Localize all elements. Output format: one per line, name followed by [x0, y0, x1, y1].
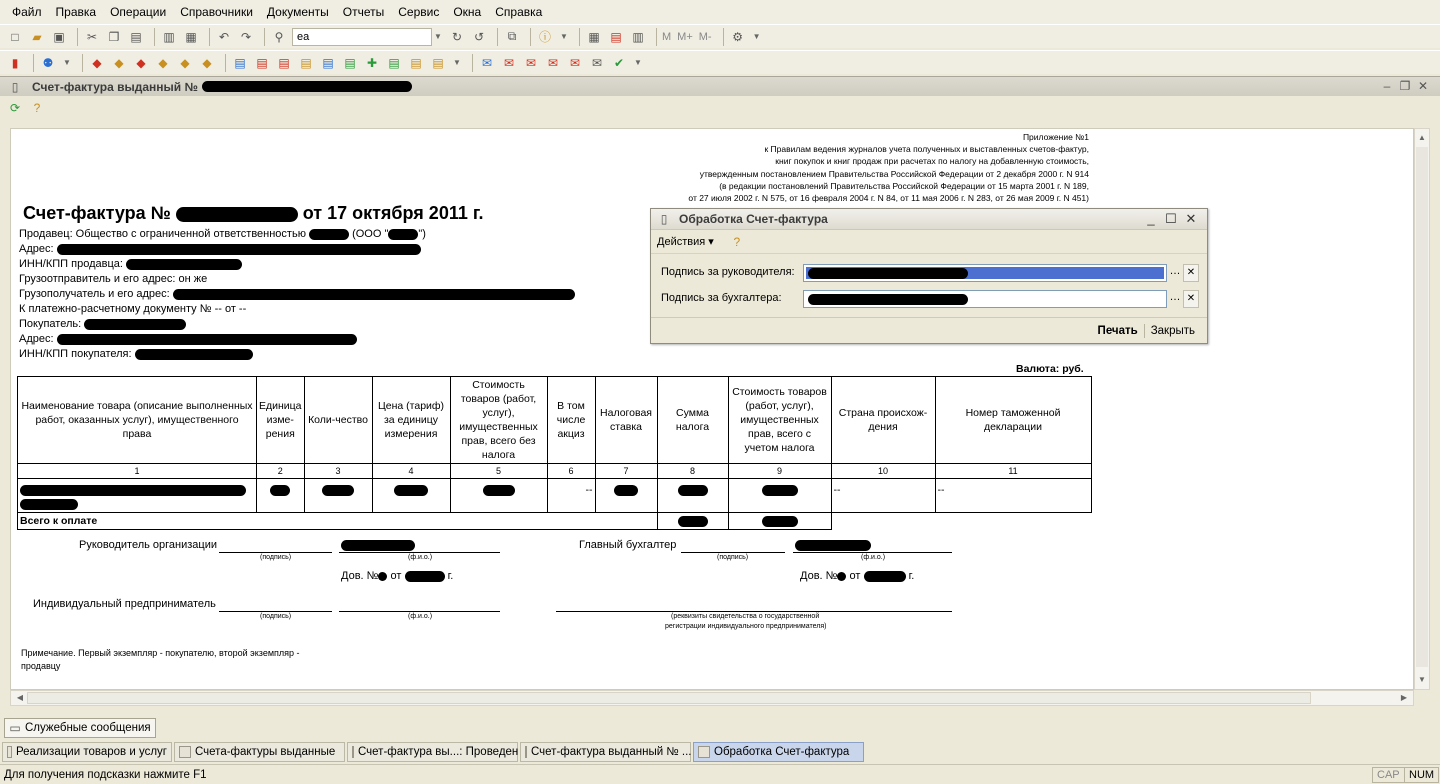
- minimize-icon[interactable]: _: [1147, 211, 1155, 226]
- sales-book-icon[interactable]: ✉: [569, 55, 581, 70]
- redacted-value: [270, 485, 290, 496]
- cell-excise: --: [547, 479, 595, 513]
- maximize-icon[interactable]: ☐: [1165, 211, 1177, 226]
- open-folder-icon[interactable]: ▰: [32, 29, 42, 44]
- info-dropdown-icon[interactable]: ▼: [560, 32, 568, 41]
- buyer-inn-line: [19, 347, 253, 362]
- menu-help[interactable]: Справка: [495, 5, 543, 19]
- seller-inn-line: [19, 257, 242, 272]
- menu-reports[interactable]: Отчеты: [342, 5, 385, 19]
- address-label: Адрес:: [19, 243, 54, 255]
- poa-label: Дов. №: [341, 570, 379, 582]
- task-label: Обработка Счет-фактура: [714, 746, 850, 758]
- appendix-line: (в редакции постановлений Правительства Российской Федерации от 15 марта 2001 г. N 189,: [719, 180, 1089, 191]
- doc-add-icon[interactable]: ▤: [388, 55, 400, 70]
- year-label: г.: [447, 570, 454, 582]
- buyer-line: [19, 317, 186, 332]
- books-icon[interactable]: ▮: [11, 55, 19, 70]
- clear-icon[interactable]: ✕: [1183, 264, 1199, 282]
- consignee-line: [19, 287, 575, 302]
- cell-quantity: [304, 479, 372, 513]
- dialog-title: Обработка Счет-фактура: [679, 212, 828, 226]
- entrepreneur-label: Индивидуальный предприниматель: [33, 598, 216, 610]
- new-document-icon[interactable]: □: [11, 29, 19, 44]
- invoice-in-icon[interactable]: ✉: [481, 55, 493, 70]
- toolbar-separator: [472, 54, 473, 72]
- find-next-icon[interactable]: ↻: [451, 29, 463, 44]
- calendar-icon[interactable]: ▤: [610, 29, 622, 44]
- scroll-up-icon[interactable]: ▲: [1418, 133, 1426, 142]
- document-icon: [525, 746, 527, 758]
- windows-icon[interactable]: ⧉: [507, 29, 517, 43]
- info-icon[interactable]: ⓘ: [538, 30, 551, 44]
- document-toolbar: [0, 96, 1440, 120]
- toolbar-separator: [264, 28, 265, 46]
- cell-tax-rate: [595, 479, 657, 513]
- appendix-note: [688, 131, 1089, 204]
- processing-dialog: [650, 208, 1208, 344]
- minimize-icon[interactable]: –: [1383, 79, 1391, 93]
- redacted-value: [795, 540, 871, 551]
- buyer-address-line: [19, 332, 357, 347]
- window-taskbar: [0, 740, 1440, 764]
- signature-line: [793, 552, 952, 553]
- col-number: 6: [547, 464, 595, 479]
- preview-icon[interactable]: ▦: [185, 29, 197, 44]
- seller-line: [19, 227, 426, 242]
- select-button[interactable]: …: [1169, 291, 1181, 303]
- invoice-journal-icon[interactable]: ✉: [525, 55, 537, 70]
- task-sales[interactable]: [2, 742, 172, 762]
- col-header: Коли-чество: [304, 377, 372, 464]
- restore-icon[interactable]: ❐: [1399, 79, 1411, 93]
- help-icon[interactable]: ?: [33, 101, 41, 115]
- document-icon: [179, 746, 191, 758]
- status-bar: [0, 764, 1440, 784]
- from-label: от: [849, 570, 861, 582]
- appendix-line: утвержденным постановлением Правительства Российской Федерации от 2 декабря 2000 г. N 914: [699, 168, 1089, 179]
- calculator-icon[interactable]: ▦: [588, 29, 600, 44]
- redacted-value: [762, 516, 798, 527]
- redacted-value: [678, 485, 708, 496]
- doc-return-icon[interactable]: ▤: [278, 55, 290, 70]
- total-amount: [728, 513, 831, 530]
- col-number: 4: [372, 464, 450, 479]
- blank-cell: [935, 513, 1091, 530]
- accountant-signature-label: Подпись за бухгалтера:: [661, 292, 782, 304]
- col-number: 11: [935, 464, 1091, 479]
- redacted-value: [808, 294, 968, 305]
- document-window-titlebar: [0, 76, 1440, 96]
- reports-dropdown-icon[interactable]: ▼: [453, 58, 461, 67]
- service-messages-label: Служебные сообщения: [25, 722, 151, 734]
- dialog-buttons: [651, 317, 1207, 343]
- chief-accountant-label: Главный бухгалтер: [579, 539, 677, 551]
- menu-file[interactable]: Файл: [12, 5, 42, 19]
- toolbar-separator: [82, 54, 83, 72]
- task-label: Реализации товаров и услуг: [15, 746, 167, 758]
- search-dropdown-icon[interactable]: ▼: [434, 32, 442, 41]
- buyer-inn-label: ИНН/КПП покупателя:: [19, 348, 132, 360]
- col-number: 8: [657, 464, 728, 479]
- redacted-dot: [378, 572, 387, 581]
- scroll-thumb[interactable]: [27, 692, 1311, 704]
- col-header: В том числе акциз: [547, 377, 595, 464]
- menu-references[interactable]: Справочники: [180, 5, 253, 19]
- menu-bar: [0, 0, 1440, 24]
- seller-short-suffix: "): [418, 228, 426, 240]
- fio-caption: (ф.и.о.): [408, 554, 433, 561]
- cut-icon[interactable]: ✂: [86, 29, 98, 44]
- vat-dropdown-icon[interactable]: ▼: [634, 58, 642, 67]
- vat-check-icon[interactable]: ✔: [613, 55, 625, 70]
- task-invoice[interactable]: [520, 742, 691, 762]
- sign-caption: (подпись): [260, 613, 292, 620]
- table-icon[interactable]: ▥: [632, 29, 644, 44]
- undo-icon[interactable]: ↶: [218, 29, 230, 44]
- col-number: 5: [450, 464, 547, 479]
- paste-icon[interactable]: ▤: [130, 29, 142, 44]
- appendix-line: Приложение №1: [1022, 132, 1089, 142]
- dialog-titlebar: [651, 209, 1207, 230]
- toolbar-separator: [530, 28, 531, 46]
- signature-line: [339, 552, 500, 553]
- cell-declaration: --: [935, 479, 1091, 513]
- num-indicator: NUM: [1404, 767, 1439, 783]
- toolbar-separator: [723, 28, 724, 46]
- currency-label: Валюта: руб.: [1016, 363, 1084, 375]
- note-line: продавцу: [21, 661, 61, 671]
- buyer-address-label: Адрес:: [19, 333, 54, 345]
- signature-line: [681, 552, 785, 553]
- toolbar-separator: [33, 54, 34, 72]
- sign-caption: (подпись): [260, 554, 292, 561]
- col-header: Номер таможенной декларации: [935, 377, 1091, 464]
- task-invoices-list[interactable]: [174, 742, 345, 762]
- col-number: 10: [831, 464, 935, 479]
- payment-doc-line: К платежно-расчетному документу № -- от --: [19, 303, 247, 315]
- clear-icon[interactable]: ✕: [1183, 290, 1199, 308]
- accountant-signature-field[interactable]: [803, 290, 1167, 308]
- director-signature-label: Подпись за руководителя:: [661, 266, 795, 278]
- col-header: Наименование товара (описание выполненных работ, оказанных услуг), имущественного права: [18, 377, 257, 464]
- col-header: Стоимость товаров (работ, услуг), имущественных прав, всего с учетом налога: [728, 377, 831, 464]
- status-hint: Для получения подсказки нажмите F1: [4, 768, 207, 781]
- redacted-value: [341, 540, 415, 551]
- total-label: Всего к оплате: [18, 513, 658, 530]
- appendix-line: книг покупок и книг продаж при расчетах по налогу на добавленную стоимость,: [775, 156, 1089, 167]
- redacted-value: [864, 571, 906, 582]
- cell-country: --: [831, 479, 935, 513]
- table-header-row: [18, 377, 1092, 464]
- redacted-value: [678, 516, 708, 527]
- cell-item-name: [18, 479, 257, 513]
- redacted-value: [322, 485, 354, 496]
- users-dropdown-icon[interactable]: ▼: [63, 58, 71, 67]
- buyer-label: Покупатель:: [19, 318, 82, 330]
- horizontal-scrollbar[interactable]: [10, 690, 1414, 706]
- invoice-title: [23, 203, 484, 224]
- toolbar-separator: [497, 28, 498, 46]
- actions-menu[interactable]: Действия ▾: [657, 236, 714, 248]
- fio-caption: (ф.и.о.): [408, 613, 433, 620]
- task-label: Счета-фактуры выданные: [195, 746, 336, 758]
- cap-indicator: CAP: [1372, 767, 1405, 783]
- redacted-number: [176, 207, 298, 222]
- blank-cell: [831, 513, 935, 530]
- consignee-label: Грузополучатель и его адрес:: [19, 288, 170, 300]
- redacted-value: [20, 499, 78, 510]
- col-number: 1: [18, 464, 257, 479]
- toolbar-separator: [656, 28, 657, 46]
- col-header: Цена (тариф) за единицу измерения: [372, 377, 450, 464]
- menu-service[interactable]: Сервис: [398, 5, 440, 19]
- cell-amount: [450, 479, 547, 513]
- table-row: [18, 479, 1092, 513]
- bank-icon[interactable]: ◆: [180, 55, 190, 70]
- col-header: Сумма налога: [657, 377, 728, 464]
- redacted-value: [84, 319, 186, 330]
- year-label: г.: [908, 570, 915, 582]
- document-icon: [352, 746, 354, 758]
- close-icon[interactable]: ✕: [1417, 79, 1429, 93]
- messages-icon: ▭: [9, 721, 21, 735]
- goods-icon[interactable]: ◆: [92, 55, 102, 70]
- cell-tax-amount: [657, 479, 728, 513]
- invoice-table: [17, 376, 1092, 530]
- redacted-value: [808, 268, 968, 279]
- col-header: Единица изме-рения: [257, 377, 305, 464]
- invoice-title-date: от 17 октября 2011 г.: [302, 203, 484, 223]
- total-row: [18, 513, 1092, 530]
- scroll-right-icon[interactable]: ▶: [1400, 693, 1408, 702]
- signature-line: [219, 611, 332, 612]
- redacted-value: [135, 349, 253, 360]
- toolbar-separator: [225, 54, 226, 72]
- settings-icon[interactable]: ⚙: [732, 29, 743, 44]
- document-icon: ▯: [11, 79, 19, 94]
- redacted-value: [57, 334, 357, 345]
- redacted-value: [405, 571, 445, 582]
- standard-toolbar: [0, 24, 1440, 48]
- signature-line: [339, 611, 500, 612]
- doc-sum-icon[interactable]: ▤: [410, 55, 422, 70]
- dialog-controls: [1141, 211, 1201, 227]
- poa-label: Дов. №: [800, 570, 838, 582]
- service-messages-bar: [0, 716, 1440, 740]
- task-processing[interactable]: [693, 742, 864, 762]
- doc-in-icon[interactable]: ▤: [234, 55, 246, 70]
- toolbar-separator: [154, 28, 155, 46]
- redacted-value: [614, 485, 638, 496]
- total-tax: [657, 513, 728, 530]
- task-label: Счет-фактура вы...: Проведен: [358, 746, 519, 758]
- note-line: Примечание. Первый экземпляр - покупателю, второй экземпляр -: [21, 648, 300, 658]
- vat-icon[interactable]: ✉: [591, 55, 603, 70]
- settings-dropdown-icon[interactable]: ▼: [752, 32, 761, 41]
- dialog-icon: ▯: [660, 212, 668, 226]
- refresh-icon[interactable]: ⟳: [9, 101, 21, 115]
- copy-icon[interactable]: ❐: [108, 29, 120, 44]
- scroll-thumb[interactable]: [1416, 147, 1428, 667]
- sale-icon[interactable]: ◆: [136, 55, 146, 70]
- help-icon[interactable]: ?: [733, 234, 741, 249]
- actions-label: Действия: [657, 236, 706, 248]
- toolbar-separator: [209, 28, 210, 46]
- power-of-attorney-line: [341, 570, 453, 582]
- col-header: Налоговая ставка: [595, 377, 657, 464]
- power-of-attorney-line: [800, 570, 914, 582]
- column-number-row: [18, 464, 1092, 479]
- menu-operations[interactable]: Операции: [110, 5, 167, 19]
- signature-line: [219, 552, 332, 553]
- fio-caption: (ф.и.о.): [861, 554, 886, 561]
- seller-address-line: [19, 242, 421, 257]
- processing-icon: [698, 746, 710, 758]
- signature-line: [556, 611, 952, 612]
- registration-caption: регистрации индивидуального предпринимателя): [665, 623, 827, 630]
- redacted-value: [388, 229, 418, 240]
- from-label: от: [390, 570, 402, 582]
- close-button[interactable]: Закрыть: [1150, 324, 1195, 337]
- redacted-value: [57, 244, 421, 255]
- users-icon[interactable]: ⚉: [42, 55, 54, 70]
- find-prev-icon[interactable]: ↺: [473, 29, 485, 44]
- redacted-value: [173, 289, 575, 300]
- task-label: Счет-фактура выданный № ...: [531, 746, 692, 758]
- col-number: 9: [728, 464, 831, 479]
- head-of-org-label: Руководитель организации: [79, 539, 218, 551]
- scroll-left-icon[interactable]: ◀: [16, 693, 24, 702]
- payment-icon[interactable]: ◆: [202, 55, 212, 70]
- doc-list-icon[interactable]: ▤: [322, 55, 334, 70]
- redo-icon[interactable]: ↷: [240, 29, 252, 44]
- toolbar-separator: [579, 28, 580, 46]
- redacted-value: [126, 259, 242, 270]
- add-icon[interactable]: ✚: [366, 55, 378, 70]
- cash-icon[interactable]: ◆: [158, 55, 168, 70]
- col-number: 3: [304, 464, 372, 479]
- dialog-toolbar: [651, 230, 1207, 254]
- menu-windows[interactable]: Окна: [453, 5, 482, 19]
- vertical-scrollbar[interactable]: [1414, 128, 1430, 690]
- print-button[interactable]: Печать: [1097, 324, 1138, 337]
- close-icon[interactable]: ✕: [1185, 211, 1197, 226]
- col-header: Стоимость товаров (работ, услуг), имущественных прав, всего без налога: [450, 377, 547, 464]
- memory-plus-button[interactable]: M+: [677, 30, 693, 43]
- col-number: 2: [257, 464, 305, 479]
- registration-caption: (реквизиты свидетельства о государственной: [671, 613, 820, 620]
- purchase-book-icon[interactable]: ✉: [547, 55, 559, 70]
- task-invoice-posted[interactable]: [347, 742, 518, 762]
- redacted-value: [309, 229, 349, 240]
- search-icon[interactable]: ⚲: [274, 29, 284, 44]
- document-window-title: Счет-фактура выданный №: [32, 79, 198, 94]
- cell-total: [728, 479, 831, 513]
- col-number: 7: [595, 464, 657, 479]
- redacted-dot: [837, 572, 846, 581]
- sign-caption: (подпись): [717, 554, 749, 561]
- cell-unit: [257, 479, 305, 513]
- redacted-value: [394, 485, 428, 496]
- print-icon[interactable]: ▥: [163, 29, 175, 44]
- scroll-down-icon[interactable]: ▼: [1418, 675, 1426, 684]
- doc-move-icon[interactable]: ▤: [300, 55, 312, 70]
- memory-minus-button[interactable]: M-: [698, 30, 712, 43]
- accounting-toolbar: [0, 50, 1440, 74]
- document-icon: [7, 746, 12, 758]
- redacted-value: [20, 485, 246, 496]
- seller-label: Продавец: Общество с ограниченной ответственностью: [19, 228, 306, 240]
- receipt-icon[interactable]: ◆: [114, 55, 124, 70]
- memory-button[interactable]: M: [662, 30, 672, 43]
- save-icon[interactable]: ▣: [53, 29, 65, 44]
- doc-out-icon[interactable]: ▤: [256, 55, 268, 70]
- appendix-line: от 27 июля 2002 г. N 575, от 16 февраля 2004 г. N 84, от 11 мая 2006 г. N 283, от 26 мая 2009 г. N 451): [688, 193, 1089, 204]
- select-button[interactable]: …: [1169, 265, 1181, 277]
- cell-price: [372, 479, 450, 513]
- col-header: Страна происхож-дения: [831, 377, 935, 464]
- invoice-title-prefix: Счет-фактура №: [23, 203, 171, 223]
- search-input[interactable]: ea: [292, 28, 432, 46]
- menu-edit[interactable]: Правка: [55, 5, 97, 19]
- window-controls: [1378, 79, 1432, 93]
- appendix-line: к Правилам ведения журналов учета полученных и выставленных счетов-фактур,: [764, 144, 1089, 155]
- reports-icon[interactable]: ▤: [432, 55, 444, 70]
- redacted-value: [762, 485, 798, 496]
- seller-inn-label: ИНН/КПП продавца:: [19, 258, 123, 270]
- invoice-out-icon[interactable]: ✉: [503, 55, 515, 70]
- doc-check-icon[interactable]: ▤: [344, 55, 356, 70]
- seller-short-prefix: (ООО ": [352, 228, 389, 240]
- menu-documents[interactable]: Документы: [266, 5, 329, 19]
- redacted-value: [483, 485, 515, 496]
- director-signature-field[interactable]: [803, 264, 1167, 282]
- toolbar-separator: [77, 28, 78, 46]
- shipper-line: Грузоотправитель и его адрес: он же: [19, 273, 208, 285]
- service-messages-button[interactable]: [4, 718, 156, 738]
- redacted-number: [202, 81, 412, 92]
